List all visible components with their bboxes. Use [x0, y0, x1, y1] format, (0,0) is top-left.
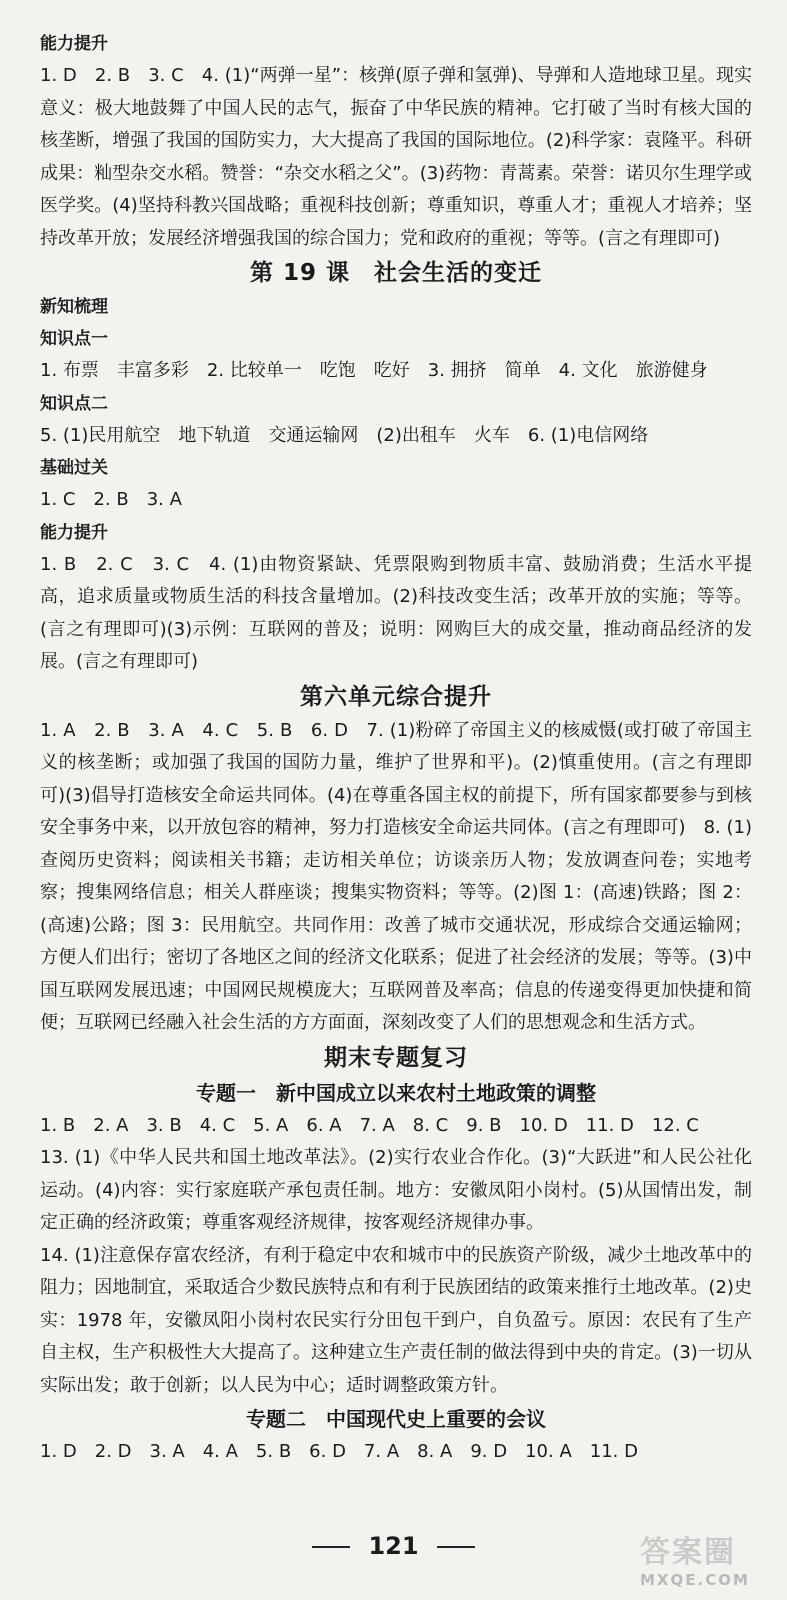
watermark-logo: 答案圈: [640, 1535, 736, 1570]
page-number: 121: [368, 1532, 419, 1560]
answer-paragraph: 1. A 2. B 3. A 4. C 5. B 6. D 7. (1)粉碎了帝国主义的核威慑(或打破了帝国主义的核垄断；或加强了我国的国防力量，维护了世界和平)。(2)慎重使用。(言之有理即可)(3)倡导打造核安全命运共同体。(4)在尊重各国主权的前提下，所有国家都要参与到核安全事务中来，以开放包容的精神，努力打造核安全命运共同体。(言之有理即可) 8. (1)查阅历史资料；阅读相关书籍；走访相关单位；访谈亲历人物；发放调查问卷；实地考察；搜集网络信息；相关人群座谈；搜集实物资料；等等。(2)图 1：(高速)铁路；图 2：(高速)公路；图 3：民用航空。共同作用：改善了城市交通状况，形成综合交通运输网；方便人们出行；密切了各地区之间的经济文化联系；促进了社会经济的发展；等等。(3)中国互联网发展迅速；中国网民规模庞大；互联网普及率高；信息的传递变得更加快捷和简便；互联网已经融入社会生活的方方面面，深刻改变了人们的思想观念和生活方式。: [40, 719, 752, 1033]
lesson-title: 专题一 新中国成立以来农村土地政策的调整: [196, 1080, 596, 1105]
answer-paragraph: 1. D 2. B 3. C 4. (1)“两弹一星”：核弹(原子弹和氢弹)、导弹和人造地球卫星。现实意义：极大地鼓舞了中国人民的志气，振奋了中华民族的精神。它打破了当时有核大国的核垄断，增强了我国的国防实力，大大提高了我国的国际地位。(2)科学家：袁隆平。科研成果：籼型杂交水稻。赞誉：“杂交水稻之父”。(3)药物：青蒿素。荣誉：诺贝尔生理学或医学奖。(4)坚持科教兴国战略；重视科技创新；尊重知识，尊重人才；重视人才培养；坚持改革开放；发展经济增强我国的综合国力；党和政府的重视；等等。(言之有理即可): [40, 65, 752, 249]
section-heading: 知识点一: [40, 329, 108, 349]
answer-paragraph: 1. D 2. D 3. A 4. A 5. B 6. D 7. A 8. A 9. D 10. A 11. D: [40, 1441, 638, 1462]
answer-content: [40, 28, 752, 1469]
watermark-url: MXQE.COM: [640, 1571, 750, 1589]
section-heading: 知识点二: [40, 393, 108, 414]
answer-paragraph: 1. C 2. B 3. A: [40, 489, 182, 510]
answer-paragraph: 13. (1)《中华人民共和国土地改革法》。(2)实行农业合作化。(3)“大跃进”和人民公社化运动。(4)内容：实行家庭联产承包责任制。地方：安徽凤阳小岗村。(5)从国情出发，制定正确的经济政策；尊重客观经济规律，按客观经济规律办事。: [40, 1147, 752, 1233]
footer-dash-right: [437, 1546, 475, 1548]
answer-paragraph: 1. B 2. A 3. B 4. C 5. A 6. A 7. A 8. C 9. B 10. D 11. D 12. C: [40, 1114, 699, 1136]
watermark: [640, 1536, 780, 1596]
lesson-title: 第 19 课 社会生活的变迁: [249, 260, 543, 286]
section-heading: 新知梳理: [40, 297, 108, 317]
answer-paragraph: 14. (1)注意保存富农经济，有利于稳定中农和城市中的民族资产阶级，减少土地改革中的阻力；因地制宜，采取适合少数民族特点和有利于民族团结的政策来推行土地改革。(2)史实：1978 年，安徽凤阳小岗村农民实行分田包干到户，自负盈亏。原因：农民有了生产自主权，生产积极性大大提高了。这种建立生产责任制的做法得到中央的肯定。(3)一切从实际出发；敢于创新；以人民为中心；适时调整政策方针。: [40, 1244, 752, 1396]
answer-paragraph: 1. 布票 丰富多彩 2. 比较单一 吃饱 吃好 3. 拥挤 简单 4. 文化 旅游健身: [40, 360, 708, 381]
lesson-title: 专题二 中国现代史上重要的会议: [246, 1407, 546, 1431]
lesson-title: 第六单元综合提升: [300, 683, 492, 710]
footer-dash-left: [312, 1546, 350, 1548]
section-heading: 基础过关: [40, 458, 108, 478]
answer-paragraph: 1. B 2. C 3. C 4. (1)由物资紧缺、凭票限购到物质丰富、鼓励消费；生活水平提高，追求质量或物质生活的科技含量增加。(2)科技改变生活；改革开放的实施；等等。(言之有理即可)(3)示例：互联网的普及；说明：网购巨大的成交量，推动商品经济的发展。(言之有理即可): [40, 553, 752, 672]
answer-paragraph: 5. (1)民用航空 地下轨道 交通运输网 (2)出租车 火车 6. (1)电信网络: [40, 424, 649, 446]
section-heading: 能力提升: [40, 522, 108, 543]
section-heading: 能力提升: [40, 34, 108, 54]
lesson-title: 期末专题复习: [324, 1044, 468, 1071]
